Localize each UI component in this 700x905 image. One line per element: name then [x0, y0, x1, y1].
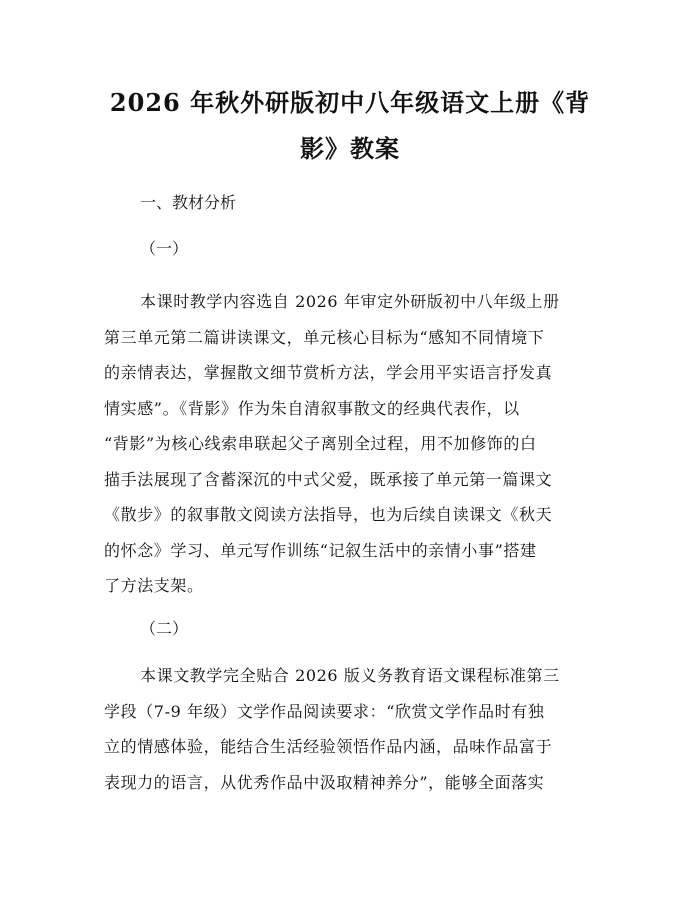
title-line-2: 影》教案 — [300, 134, 400, 163]
title-line-1: 2026 年秋外研版初中八年级语文上册《背 — [109, 88, 591, 117]
paragraph-1-line: 了方法支架。 — [104, 576, 204, 595]
paragraph-2-line: 本课文教学完全贴合 2026 版义务教育语文课程标准第三 — [140, 666, 560, 685]
paragraph-1-line: 第三单元第二篇讲读课文，单元核心目标为“感知不同情境下 — [104, 327, 545, 347]
paragraph-1-line: 描手法展现了含蓄深沉的中式父爱，既承接了单元第一篇课文 — [104, 469, 553, 489]
paragraph-2-line: 表现力的语言，从优秀作品中汲取精神养分”，能够全面落实 — [104, 772, 545, 792]
paragraph-2 — [104, 658, 600, 800]
paragraph-2-line: 学段（7-9 年级）文学作品阅读要求：“欣赏文学作品时有独 — [104, 701, 545, 721]
section-heading-textbook-analysis: 一、教材分析 — [140, 193, 237, 212]
paragraph-1-line: 《散步》的叙事散文阅读方法指导，也为后续自读课文《秋天 — [104, 505, 553, 524]
paragraph-1-line: 情实感”。《背影》作为朱自清叙事散文的经典代表作，以 — [104, 398, 520, 418]
subsection-heading-2: （二） — [140, 619, 189, 638]
paragraph-1-line: “背影”为核心线索串联起父子离别全过程，用不加修饰的白 — [104, 434, 537, 453]
paragraph-1-line: 的亲情表达，掌握散文细节赏析方法，学会用平实语言抒发真 — [104, 363, 553, 382]
paragraph-1-line: 的怀念》学习、单元写作训练“记叙生活中的亲情小事”搭建 — [104, 540, 537, 560]
paragraph-1-line: 本课时教学内容选自 2026 年审定外研版初中八年级上册 — [140, 292, 560, 311]
paragraph-1 — [104, 284, 600, 604]
document-title — [95, 80, 605, 172]
subsection-heading-1: （一） — [140, 239, 189, 258]
paragraph-2-line: 立的情感体验，能结合生活经验领悟作品内涵，品味作品富于 — [104, 737, 553, 756]
